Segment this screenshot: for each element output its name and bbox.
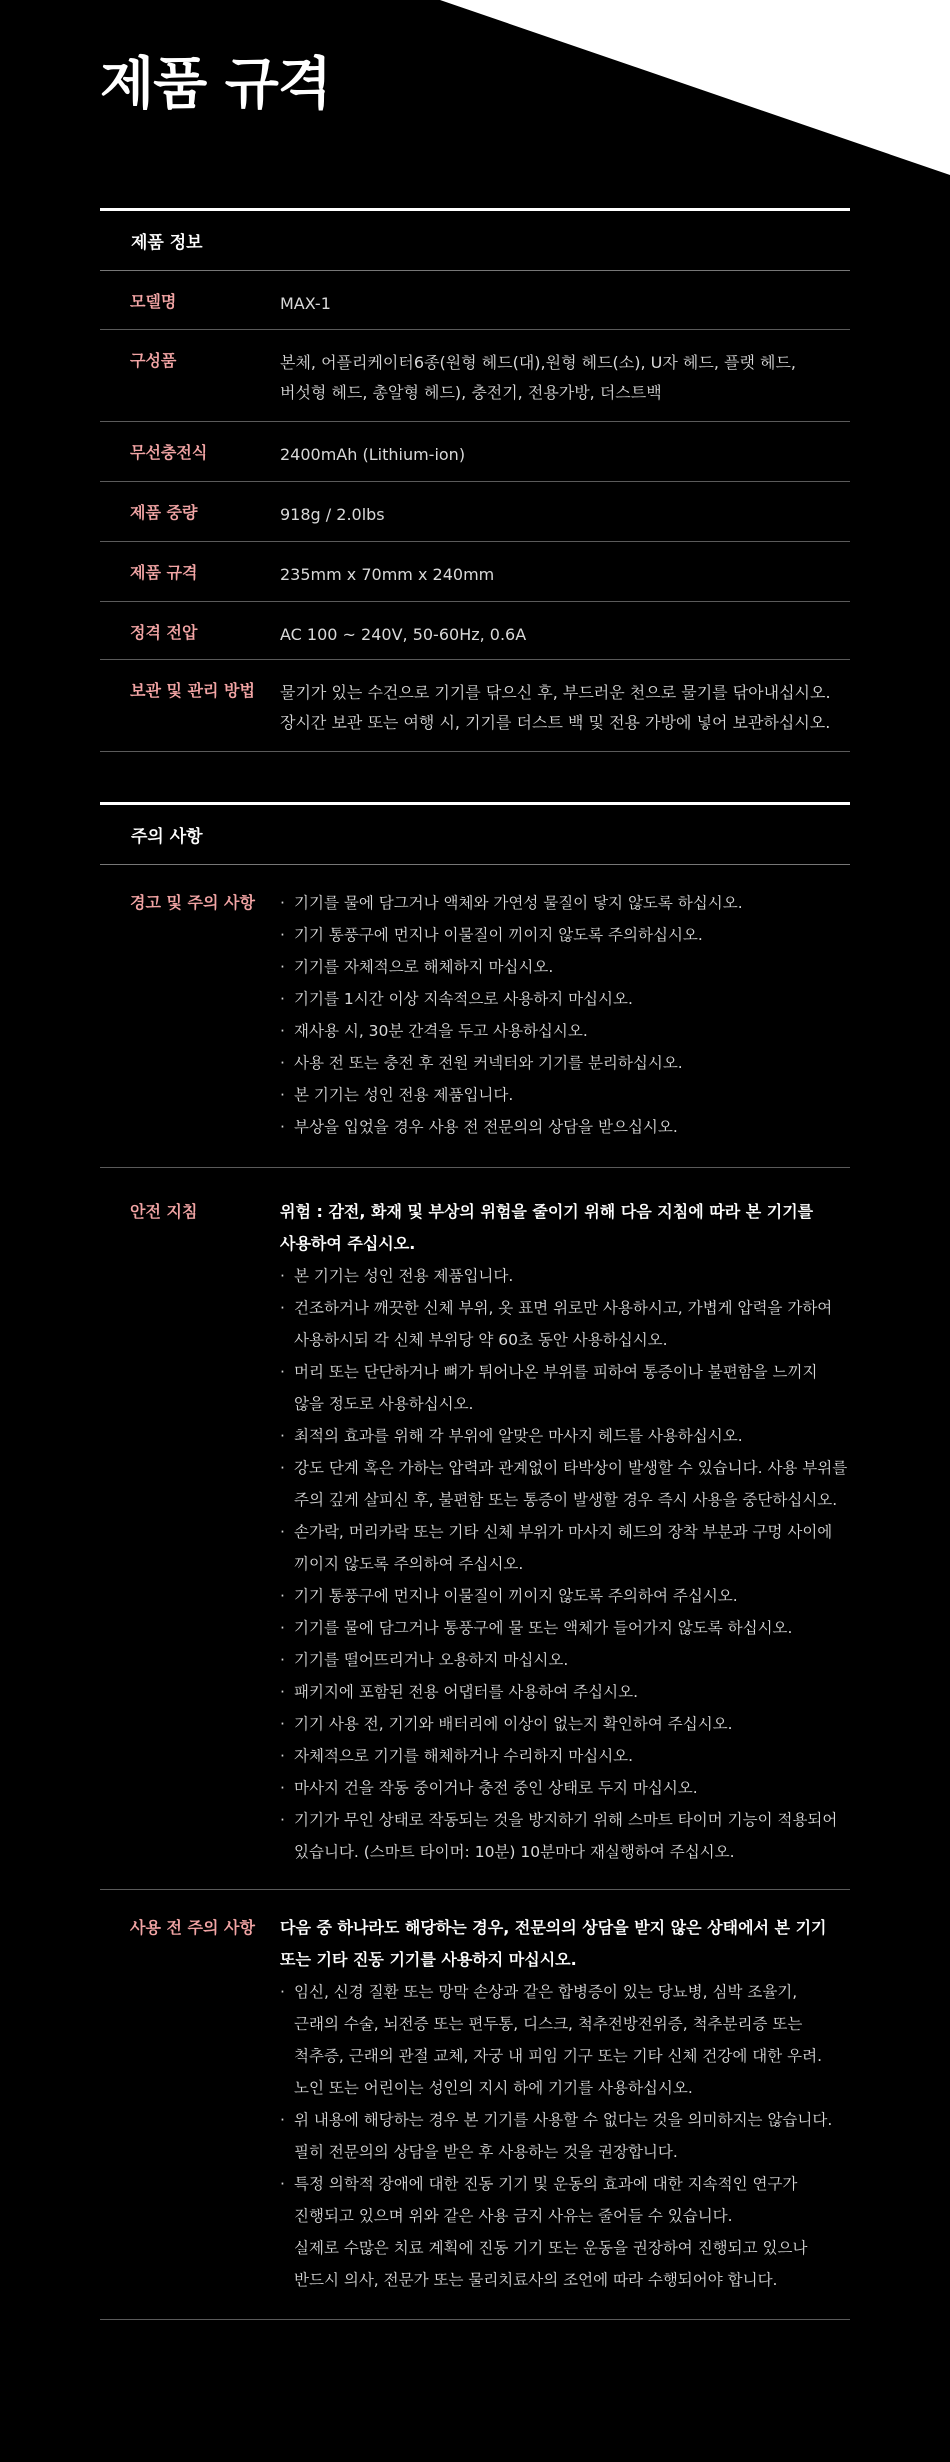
caution-label: 안전 지침 <box>130 1202 198 1221</box>
spec-line: 2400mAh (Lithium-ion) <box>280 445 466 464</box>
spec-row-battery <box>100 422 850 482</box>
spec-line: 235mm x 70mm x 240mm <box>280 565 495 584</box>
caution-heading: 주의 사항 <box>100 802 850 865</box>
spec-line: 버섯형 헤드, 총알형 헤드), 충전기, 전용가방, 더스트백 <box>280 383 662 402</box>
safety-list <box>280 1196 847 1889</box>
list-item: · 기기 통풍구에 먼지나 이물질이 끼이지 않도록 주의하십시오. <box>280 926 703 944</box>
spec-section <box>100 208 850 752</box>
caution-label: 경고 및 주의 사항 <box>130 893 255 912</box>
spec-label: 보관 및 관리 방법 <box>130 681 255 700</box>
list-item: · 재사용 시, 30분 간격을 두고 사용하십시오. <box>280 1022 588 1040</box>
spec-label: 정격 전압 <box>130 623 198 642</box>
list-item: · 본 기기는 성인 전용 제품입니다. <box>280 1267 514 1285</box>
list-item: · 머리 또는 단단하거나 뼈가 튀어나온 부위를 피하여 통증이나 불편함을 느끼지 않을 정도로 사용하십시오. <box>280 1363 818 1413</box>
spec-label: 모델명 <box>130 292 177 311</box>
list-item: · 특정 의학적 장애에 대한 진동 기기 및 운동의 효과에 대한 지속적인 연구가 진행되고 있으며 위와 같은 사용 금지 사유는 줄어들 수 있습니다. 실제로 수많은 치료 계획에 진동 기기 또는 운동을 권장하여 진행되고 있으나 반드시 의사, 전문가 또는 물리치료사의 조언에 따라 수행되어야 합니다. <box>280 2175 808 2289</box>
before-use-lead: 다음 중 하나라도 해당하는 경우, 전문의의 상담을 받지 않은 상태에서 본 기기 또는 기타 진동 기기를 사용하지 마십시오. <box>280 1918 827 1969</box>
list-item: · 본 기기는 성인 전용 제품입니다. <box>280 1086 514 1104</box>
spec-heading: 제품 정보 <box>100 208 850 271</box>
spec-value <box>280 271 331 319</box>
page-title: 제품 규격 <box>100 52 331 117</box>
caution-row-warning <box>100 865 850 1168</box>
list-item: · 기기를 물에 담그거나 액체와 가연성 물질이 닿지 않도록 하십시오. <box>280 894 743 912</box>
spec-line: 물기가 있는 수건으로 기기를 닦으신 후, 부드러운 천으로 물기를 닦아내십시오. <box>280 683 831 702</box>
warning-list <box>280 887 743 1167</box>
spec-row-components <box>100 330 850 422</box>
list-item: · 자체적으로 기기를 해체하거나 수리하지 마십시오. <box>280 1747 634 1765</box>
spec-value <box>280 330 796 408</box>
before-use-list <box>280 1912 832 2319</box>
list-item: · 기기를 자체적으로 해체하지 마십시오. <box>280 958 554 976</box>
spec-value <box>280 602 526 650</box>
list-item: · 위 내용에 해당하는 경우 본 기기를 사용할 수 없다는 것을 의미하지는 않습니다. 필히 전문의의 상담을 받은 후 사용하는 것을 권장합니다. <box>280 2111 833 2161</box>
caution-section <box>100 802 850 2320</box>
list-item: · 기기 통풍구에 먼지나 이물질이 끼이지 않도록 주의하여 주십시오. <box>280 1587 738 1605</box>
list-item: · 사용 전 또는 충전 후 전원 커넥터와 기기를 분리하십시오. <box>280 1054 683 1072</box>
list-item: · 기기를 떨어뜨리거나 오용하지 마십시오. <box>280 1651 569 1669</box>
list-item: · 최적의 효과를 위해 각 부위에 알맞은 마사지 헤드를 사용하십시오. <box>280 1427 743 1445</box>
caution-row-before-use <box>100 1890 850 2320</box>
corner-decoration <box>440 0 950 175</box>
list-item: · 마사지 건을 작동 중이거나 충전 중인 상태로 두지 마십시오. <box>280 1779 698 1797</box>
spec-row-model <box>100 271 850 330</box>
spec-label: 제품 규격 <box>130 563 198 582</box>
spec-label: 구성품 <box>130 351 177 370</box>
list-item: · 기기 사용 전, 기기와 배터리에 이상이 없는지 확인하여 주십시오. <box>280 1715 733 1733</box>
spec-row-weight <box>100 482 850 542</box>
list-item: · 손가락, 머리카락 또는 기타 신체 부위가 마사지 헤드의 장착 부분과 구멍 사이에 끼이지 않도록 주의하여 주십시오. <box>280 1523 833 1573</box>
spec-label: 무선충전식 <box>130 443 208 462</box>
spec-value <box>280 422 465 470</box>
list-item: · 부상을 입었을 경우 사용 전 전문의의 상담을 받으십시오. <box>280 1118 678 1136</box>
spec-row-care <box>100 660 850 752</box>
spec-line: MAX-1 <box>280 294 331 313</box>
spec-line: 본체, 어플리케이터6종(원형 헤드(대),원형 헤드(소), U자 헤드, 플랫 헤드, <box>280 353 796 372</box>
spec-value <box>280 660 831 738</box>
spec-value <box>280 482 385 530</box>
list-item: · 건조하거나 깨끗한 신체 부위, 옷 표면 위로만 사용하시고, 가볍게 압력을 가하여 사용하시되 각 신체 부위당 약 60초 동안 사용하십시오. <box>280 1299 833 1349</box>
list-item: · 기기가 무인 상태로 작동되는 것을 방지하기 위해 스마트 타이머 기능이 적용되어 있습니다. (스마트 타이머: 10분) 10분마다 재실행하여 주십시오. <box>280 1811 838 1861</box>
list-item: · 임신, 신경 질환 또는 망막 손상과 같은 합병증이 있는 당뇨병, 심박 조율기, 근래의 수술, 뇌전증 또는 편두통, 디스크, 척추전방전위증, 척추분리증 또는 척추증, 근래의 관절 교체, 자궁 내 피임 기구 또는 기타 신체 건강에 대한 우려. 노인 또는 어린이는 성인의 지시 하에 기기를 사용하십시오. <box>280 1983 823 2097</box>
list-item: · 기기를 1시간 이상 지속적으로 사용하지 마십시오. <box>280 990 633 1008</box>
safety-lead: 위험 : 감전, 화재 및 부상의 위험을 줄이기 위해 다음 지침에 따라 본 기기를 사용하여 주십시오. <box>280 1202 814 1253</box>
spec-label: 제품 중량 <box>130 503 198 522</box>
list-item: · 기기를 물에 담그거나 통풍구에 물 또는 액체가 들어가지 않도록 하십시오. <box>280 1619 793 1637</box>
spec-line: AC 100 ~ 240V, 50-60Hz, 0.6A <box>280 625 527 644</box>
caution-row-safety <box>100 1168 850 1890</box>
spec-row-dimensions <box>100 542 850 602</box>
spec-line: 장시간 보관 또는 여행 시, 기기를 더스트 백 및 전용 가방에 넣어 보관하십시오. <box>280 713 831 732</box>
spec-value <box>280 542 494 590</box>
list-item: · 패키지에 포함된 전용 어댑터를 사용하여 주십시오. <box>280 1683 638 1701</box>
spec-row-voltage <box>100 602 850 660</box>
spec-line: 918g / 2.0lbs <box>280 505 385 524</box>
list-item: · 강도 단계 혹은 가하는 압력과 관계없이 타박상이 발생할 수 있습니다. 사용 부위를 주의 깊게 살피신 후, 불편함 또는 통증이 발생할 경우 즉시 사용을 중단하십시오. <box>280 1459 848 1509</box>
caution-label: 사용 전 주의 사항 <box>130 1918 255 1937</box>
